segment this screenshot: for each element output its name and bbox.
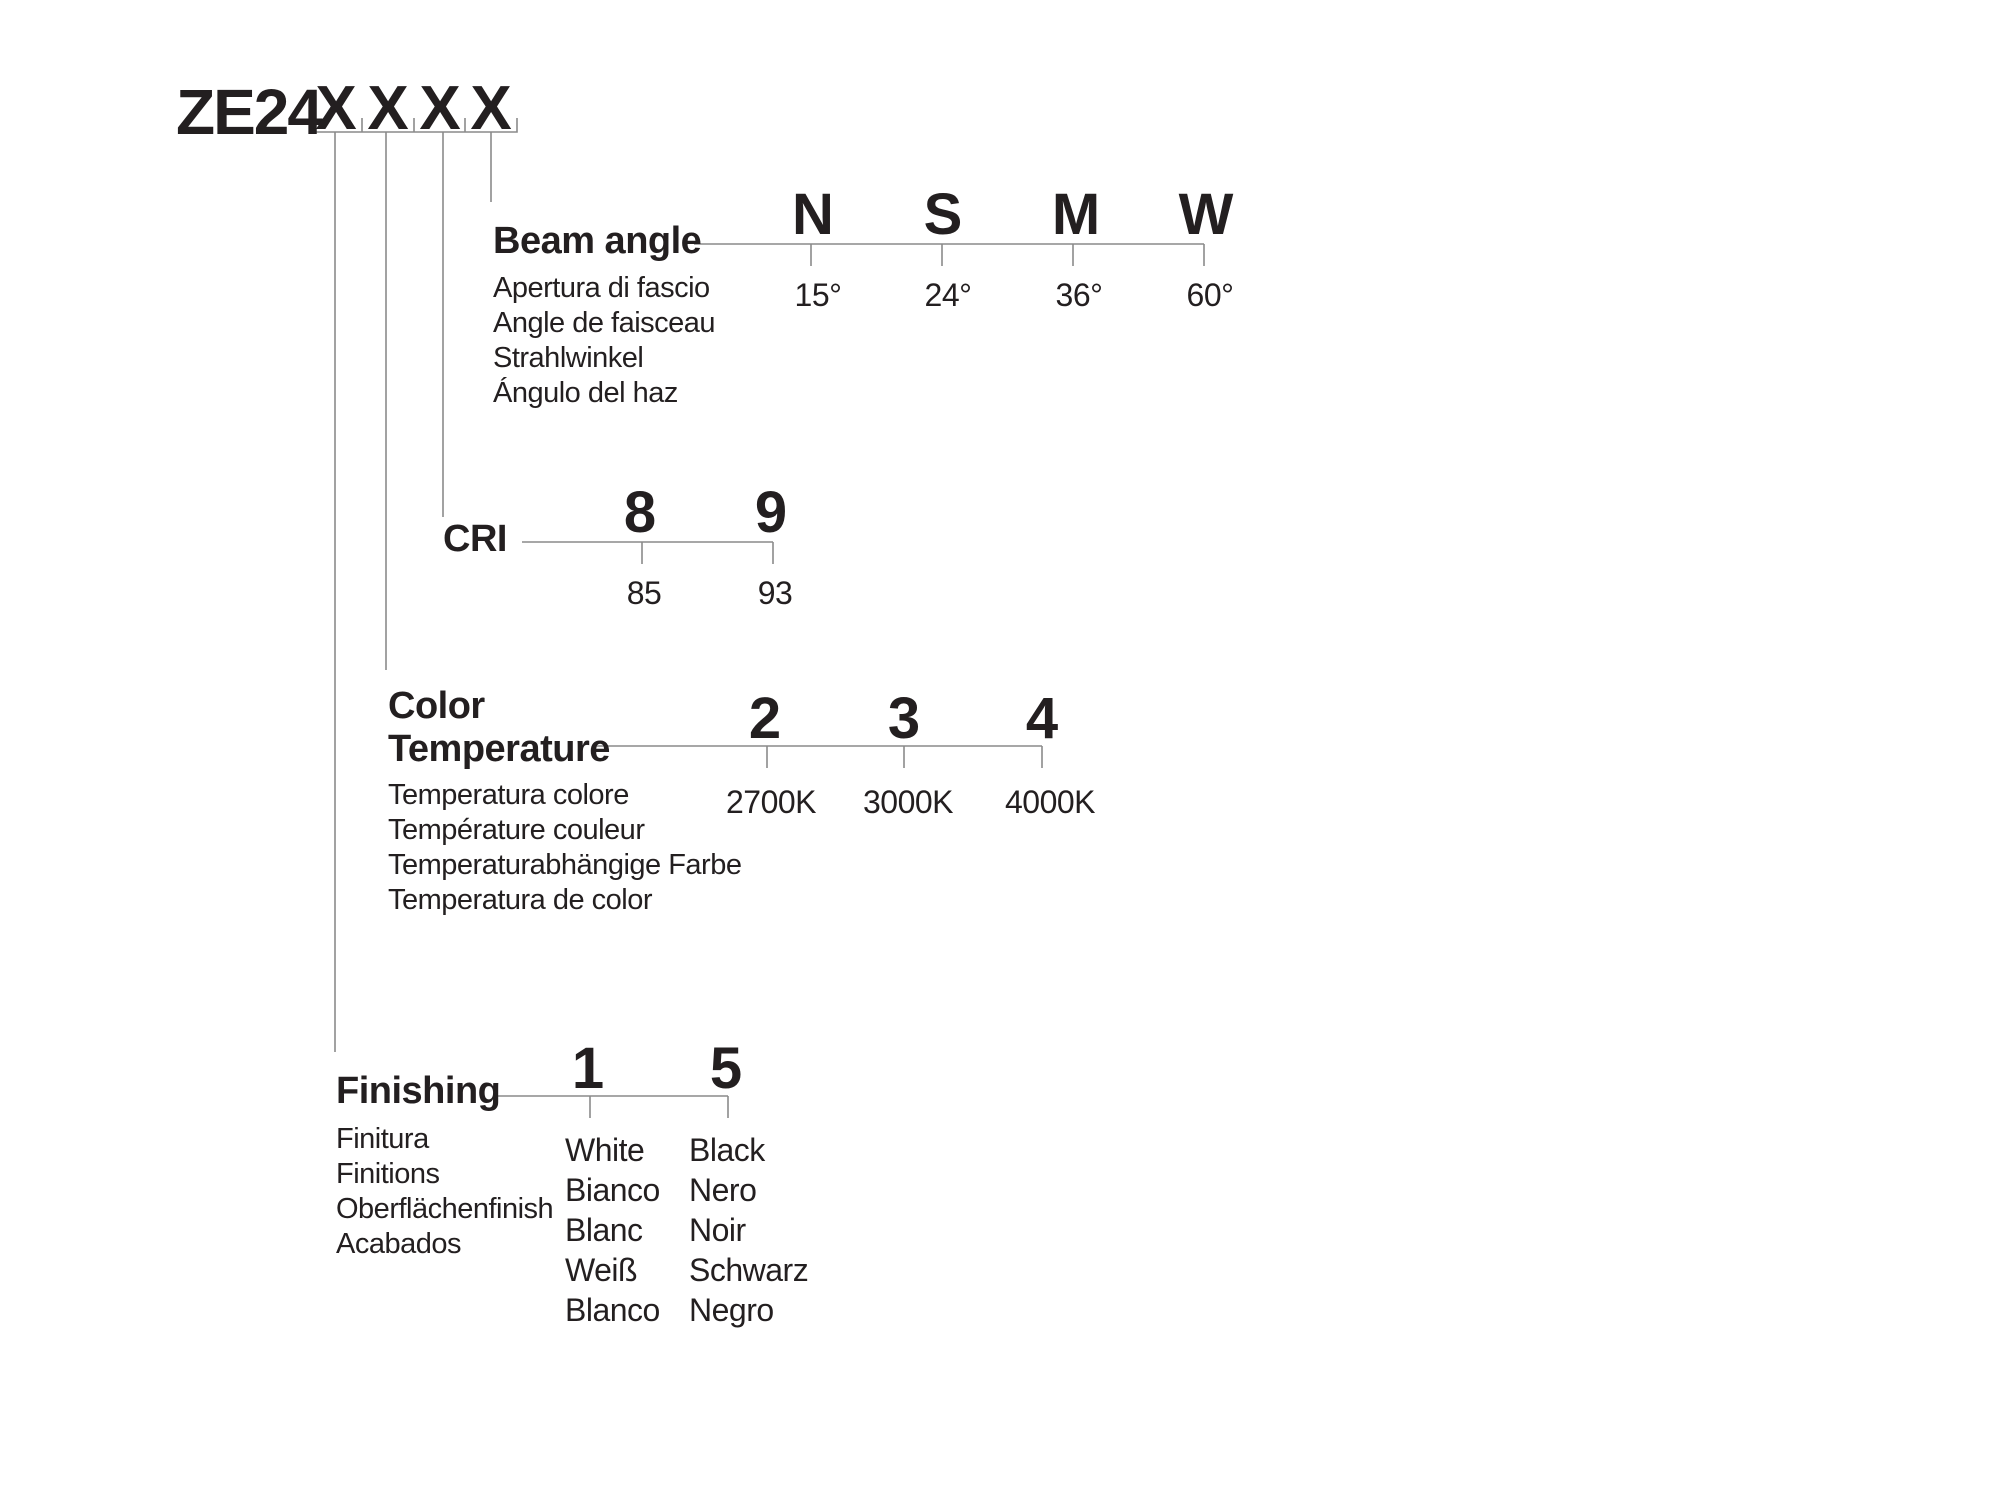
beam-angle-option-value: 60° (1186, 277, 1234, 313)
product-code-prefix: ZE24 (176, 76, 321, 148)
color-temperature-option-value: 2700K (725, 784, 817, 820)
cri-placeholder: X (419, 74, 461, 143)
beam-angle-option-code: W (1178, 182, 1234, 247)
beam-angle-title: Beam angle (493, 220, 702, 262)
color-temperature-option-value: 3000K (862, 784, 954, 820)
finishing-option-names-white: White Bianco Blanc Weiß Blanco (565, 1132, 660, 1328)
cri-option-code: 9 (754, 480, 788, 545)
cri-option-value: 85 (626, 575, 662, 611)
beam-angle-option-code: S (923, 182, 963, 247)
cri-title: CRI (443, 518, 507, 560)
beam-angle-option-value: 24° (924, 277, 972, 313)
cri-option-value: 93 (757, 575, 793, 611)
finishing-option-names-black: Black Nero Noir Schwarz Negro (689, 1132, 809, 1328)
color-temperature-option-code: 3 (887, 686, 921, 751)
finishing-placeholder: X (315, 74, 357, 143)
color-temperature-option-code: 4 (1025, 686, 1059, 751)
color-temperature-title-line2: Temperature (388, 728, 610, 770)
beam-angle-option-code: N (792, 182, 834, 247)
beam-angle-option-value: 15° (794, 277, 842, 313)
color-temperature-title-line1: Color (388, 685, 485, 727)
beam-angle-placeholder: X (470, 74, 512, 143)
color-temperature-translations: Temperatura colore Température couleur Temperaturabhängige Farbe Temperatura de color (388, 779, 742, 916)
color-temperature-placeholder: X (367, 74, 409, 143)
finishing-option-code: 1 (571, 1036, 605, 1101)
color-temperature-option-code: 2 (748, 686, 782, 751)
color-temperature-option-value: 4000K (1004, 784, 1096, 820)
finishing-translations: Finitura Finitions Oberflächenfinish Acabados (336, 1123, 554, 1260)
beam-angle-translations: Apertura di fascio Angle de faisceau Strahlwinkel Ángulo del haz (493, 272, 716, 409)
beam-angle-option-code: M (1051, 182, 1101, 247)
finishing-title: Finishing (336, 1070, 501, 1112)
cri-option-code: 8 (623, 480, 657, 545)
beam-angle-option-value: 36° (1055, 277, 1103, 313)
finishing-option-code: 5 (709, 1036, 743, 1101)
